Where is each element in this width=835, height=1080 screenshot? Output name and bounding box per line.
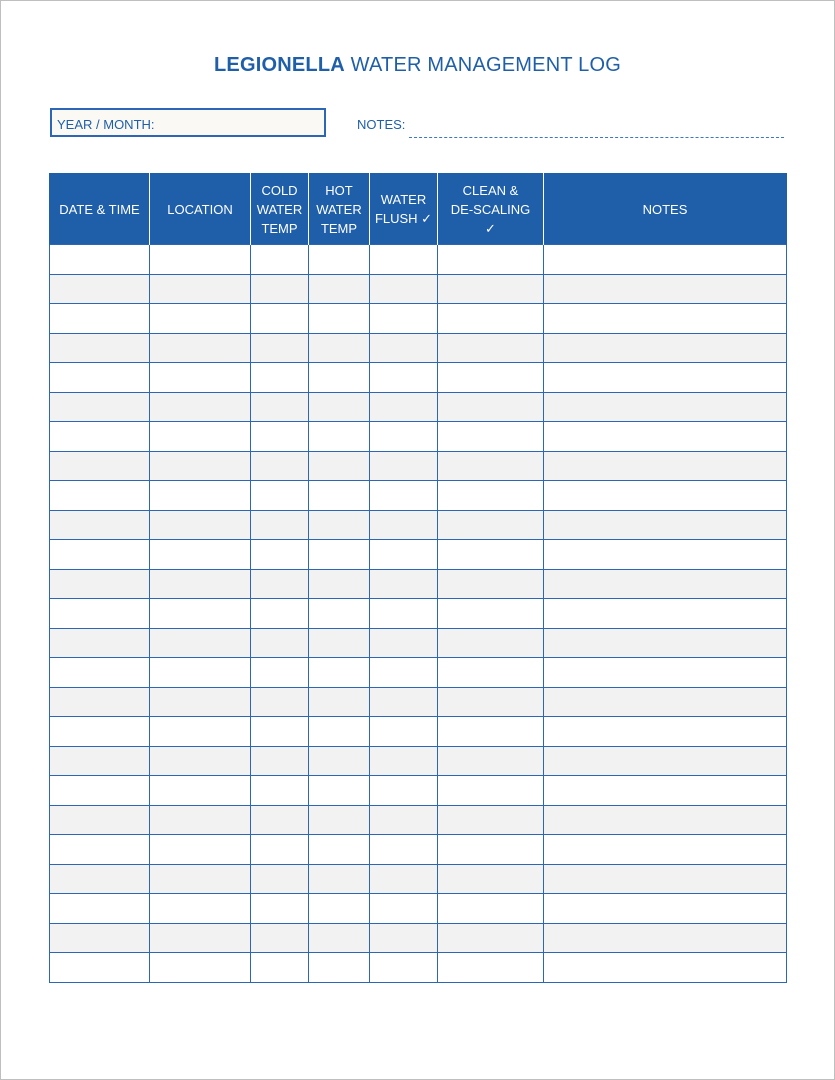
table-cell[interactable] <box>50 274 150 304</box>
table-cell[interactable] <box>544 540 787 570</box>
table-cell[interactable] <box>50 569 150 599</box>
table-cell[interactable] <box>150 628 251 658</box>
table-cell[interactable] <box>370 510 438 540</box>
table-cell[interactable] <box>438 599 544 629</box>
table-row <box>50 864 787 894</box>
table-cell[interactable] <box>251 540 309 570</box>
table-row <box>50 599 787 629</box>
table-body <box>50 245 787 983</box>
table-row <box>50 894 787 924</box>
table-cell[interactable] <box>309 805 370 835</box>
table-cell[interactable] <box>544 510 787 540</box>
table-cell[interactable] <box>370 363 438 393</box>
table-cell[interactable] <box>309 628 370 658</box>
table-cell[interactable] <box>251 805 309 835</box>
table-cell[interactable] <box>438 953 544 983</box>
table-cell[interactable] <box>438 658 544 688</box>
table-row <box>50 628 787 658</box>
column-header <box>150 174 251 245</box>
table-cell[interactable] <box>309 304 370 334</box>
table-cell[interactable] <box>251 628 309 658</box>
table-cell[interactable] <box>438 628 544 658</box>
table-cell[interactable] <box>438 864 544 894</box>
table-cell[interactable] <box>150 864 251 894</box>
table-cell[interactable] <box>370 451 438 481</box>
table-cell[interactable] <box>370 864 438 894</box>
table-row <box>50 805 787 835</box>
table-cell[interactable] <box>370 481 438 511</box>
table-row <box>50 746 787 776</box>
table-cell[interactable] <box>544 864 787 894</box>
table-cell[interactable] <box>50 746 150 776</box>
table-cell[interactable] <box>150 245 251 275</box>
table-cell[interactable] <box>544 894 787 924</box>
table-cell[interactable] <box>544 451 787 481</box>
table-cell[interactable] <box>544 274 787 304</box>
column-header-line: HOT <box>325 182 353 198</box>
table-cell[interactable] <box>370 333 438 363</box>
table-cell[interactable] <box>251 776 309 806</box>
table-cell[interactable] <box>438 687 544 717</box>
table-cell[interactable] <box>251 274 309 304</box>
column-header-line: DATE & TIME <box>59 201 140 217</box>
table-cell[interactable] <box>150 894 251 924</box>
table-cell[interactable] <box>251 451 309 481</box>
table-cell[interactable] <box>50 864 150 894</box>
table-row <box>50 953 787 983</box>
table-cell[interactable] <box>251 835 309 865</box>
table-cell[interactable] <box>150 422 251 452</box>
table-cell[interactable] <box>544 923 787 953</box>
table-cell[interactable] <box>150 510 251 540</box>
page-title <box>0 54 835 77</box>
title-rest: WATER MANAGEMENT LOG <box>344 54 621 76</box>
column-header <box>50 174 150 245</box>
table-cell[interactable] <box>150 599 251 629</box>
year-month-label: YEAR / MONTH: <box>57 117 155 132</box>
table-cell[interactable] <box>544 304 787 334</box>
table-cell[interactable] <box>309 540 370 570</box>
table-cell[interactable] <box>150 776 251 806</box>
table-cell[interactable] <box>370 746 438 776</box>
table-row <box>50 923 787 953</box>
table-cell[interactable] <box>251 599 309 629</box>
table-row <box>50 274 787 304</box>
table-cell[interactable] <box>370 805 438 835</box>
column-header-line: DE-SCALING <box>450 201 531 217</box>
table-cell[interactable] <box>544 805 787 835</box>
table-cell[interactable] <box>50 658 150 688</box>
table-row <box>50 687 787 717</box>
table-cell[interactable] <box>544 599 787 629</box>
table-cell[interactable] <box>438 422 544 452</box>
table-cell[interactable] <box>309 746 370 776</box>
table-cell[interactable] <box>438 392 544 422</box>
table-cell[interactable] <box>544 628 787 658</box>
table-cell[interactable] <box>309 599 370 629</box>
table-cell[interactable] <box>251 510 309 540</box>
table-cell[interactable] <box>309 451 370 481</box>
table-cell[interactable] <box>438 245 544 275</box>
table-cell[interactable] <box>438 746 544 776</box>
table-cell[interactable] <box>50 923 150 953</box>
table-cell[interactable] <box>370 658 438 688</box>
table-cell[interactable] <box>50 805 150 835</box>
year-month-field[interactable] <box>50 108 326 137</box>
table-cell[interactable] <box>251 923 309 953</box>
table-cell[interactable] <box>251 363 309 393</box>
table-cell[interactable] <box>251 481 309 511</box>
table-row <box>50 540 787 570</box>
table-row <box>50 363 787 393</box>
table-cell[interactable] <box>370 245 438 275</box>
table-cell[interactable] <box>544 658 787 688</box>
table-cell[interactable] <box>544 569 787 599</box>
table-cell[interactable] <box>150 274 251 304</box>
column-header-line: WATER <box>380 192 427 207</box>
table-cell[interactable] <box>150 953 251 983</box>
table-cell[interactable] <box>544 835 787 865</box>
table-row <box>50 569 787 599</box>
table-cell[interactable] <box>50 687 150 717</box>
table-cell[interactable] <box>309 333 370 363</box>
table-cell[interactable] <box>150 687 251 717</box>
title-bold: LEGIONELLA <box>214 54 345 76</box>
table-cell[interactable] <box>150 805 251 835</box>
table-cell[interactable] <box>544 422 787 452</box>
table-cell[interactable] <box>50 333 150 363</box>
table-cell[interactable] <box>370 628 438 658</box>
table-cell[interactable] <box>50 540 150 570</box>
table-cell[interactable] <box>251 569 309 599</box>
table-cell[interactable] <box>544 746 787 776</box>
column-header-line: WATER <box>256 201 303 217</box>
table-cell[interactable] <box>370 953 438 983</box>
column-header-line: COLD <box>261 182 298 198</box>
table-cell[interactable] <box>438 481 544 511</box>
table-cell[interactable] <box>251 953 309 983</box>
table-cell[interactable] <box>309 894 370 924</box>
table-cell[interactable] <box>438 363 544 393</box>
table-cell[interactable] <box>370 569 438 599</box>
table-cell[interactable] <box>50 392 150 422</box>
table-cell[interactable] <box>309 835 370 865</box>
table-cell[interactable] <box>370 776 438 806</box>
table-cell[interactable] <box>150 363 251 393</box>
table-cell[interactable] <box>150 835 251 865</box>
table-cell[interactable] <box>370 599 438 629</box>
notes-label: NOTES: <box>357 117 406 132</box>
table-row <box>50 658 787 688</box>
table-cell[interactable] <box>50 245 150 275</box>
table-cell[interactable] <box>50 422 150 452</box>
table-cell[interactable] <box>50 894 150 924</box>
table-cell[interactable] <box>438 451 544 481</box>
table-row <box>50 510 787 540</box>
table-cell[interactable] <box>309 481 370 511</box>
table-cell[interactable] <box>309 717 370 747</box>
table-cell[interactable] <box>370 894 438 924</box>
table-cell[interactable] <box>309 658 370 688</box>
column-header <box>544 174 787 245</box>
table-cell[interactable] <box>50 717 150 747</box>
table-cell[interactable] <box>438 805 544 835</box>
table-cell[interactable] <box>50 776 150 806</box>
table-header-row <box>50 174 787 245</box>
table-cell[interactable] <box>438 894 544 924</box>
table-cell[interactable] <box>251 245 309 275</box>
table-row <box>50 481 787 511</box>
table-cell[interactable] <box>370 304 438 334</box>
table-cell[interactable] <box>370 717 438 747</box>
table-cell[interactable] <box>251 658 309 688</box>
table-cell[interactable] <box>50 510 150 540</box>
table-cell[interactable] <box>251 392 309 422</box>
table-cell[interactable] <box>544 245 787 275</box>
table-cell[interactable] <box>309 864 370 894</box>
table-cell[interactable] <box>438 274 544 304</box>
table-cell[interactable] <box>50 481 150 511</box>
table-cell[interactable] <box>544 392 787 422</box>
table-cell[interactable] <box>150 481 251 511</box>
table-cell[interactable] <box>438 776 544 806</box>
table-cell[interactable] <box>370 392 438 422</box>
column-header-line: TEMP <box>320 220 358 236</box>
table-cell[interactable] <box>544 776 787 806</box>
table-row <box>50 245 787 275</box>
table-cell[interactable] <box>50 953 150 983</box>
table-cell[interactable] <box>309 687 370 717</box>
table-cell[interactable] <box>251 717 309 747</box>
table-cell[interactable] <box>150 658 251 688</box>
table-row <box>50 717 787 747</box>
table-cell[interactable] <box>309 923 370 953</box>
table-cell[interactable] <box>150 304 251 334</box>
notes-line-field[interactable] <box>409 137 784 138</box>
table-cell[interactable] <box>50 835 150 865</box>
table-row <box>50 333 787 363</box>
table-cell[interactable] <box>150 746 251 776</box>
table-cell[interactable] <box>544 363 787 393</box>
table-row <box>50 451 787 481</box>
table-cell[interactable] <box>370 540 438 570</box>
table-row <box>50 304 787 334</box>
column-header-line: LOCATION <box>167 201 233 217</box>
table-cell[interactable] <box>544 717 787 747</box>
table-row <box>50 392 787 422</box>
table-cell[interactable] <box>251 894 309 924</box>
table-cell[interactable] <box>50 628 150 658</box>
table-cell[interactable] <box>309 953 370 983</box>
table-row <box>50 422 787 452</box>
table-cell[interactable] <box>438 835 544 865</box>
table-cell[interactable] <box>251 333 309 363</box>
table-cell[interactable] <box>251 422 309 452</box>
table-cell[interactable] <box>150 717 251 747</box>
table-cell[interactable] <box>309 363 370 393</box>
table-cell[interactable] <box>544 687 787 717</box>
table-cell[interactable] <box>438 304 544 334</box>
table-cell[interactable] <box>150 451 251 481</box>
table-cell[interactable] <box>438 510 544 540</box>
table-cell[interactable] <box>438 717 544 747</box>
table-cell[interactable] <box>438 923 544 953</box>
column-header-line: NOTES <box>642 201 688 217</box>
table-cell[interactable] <box>150 540 251 570</box>
table-cell[interactable] <box>150 569 251 599</box>
table-cell[interactable] <box>50 363 150 393</box>
table-cell[interactable] <box>370 923 438 953</box>
table-cell[interactable] <box>544 481 787 511</box>
table-cell[interactable] <box>309 569 370 599</box>
table-cell[interactable] <box>370 274 438 304</box>
table-cell[interactable] <box>370 835 438 865</box>
table-cell[interactable] <box>309 422 370 452</box>
table-cell[interactable] <box>251 304 309 334</box>
column-header-line: FLUSH ✓ <box>374 211 433 226</box>
table-row <box>50 835 787 865</box>
column-header-line: CLEAN & <box>462 182 519 198</box>
table-cell[interactable] <box>370 687 438 717</box>
table-cell[interactable] <box>309 245 370 275</box>
table-cell[interactable] <box>544 953 787 983</box>
table-row <box>50 776 787 806</box>
table-cell[interactable] <box>50 599 150 629</box>
column-header-line: ✓ <box>485 220 496 236</box>
table-cell[interactable] <box>50 451 150 481</box>
table-cell[interactable] <box>309 274 370 304</box>
table-cell[interactable] <box>50 304 150 334</box>
table-cell[interactable] <box>251 746 309 776</box>
table-cell[interactable] <box>309 392 370 422</box>
table-cell[interactable] <box>309 776 370 806</box>
table-cell[interactable] <box>251 687 309 717</box>
table-cell[interactable] <box>150 392 251 422</box>
column-header-line: WATER <box>316 201 362 217</box>
table-cell[interactable] <box>150 923 251 953</box>
table-cell[interactable] <box>309 510 370 540</box>
table-cell[interactable] <box>150 333 251 363</box>
column-header <box>309 174 370 245</box>
table-cell[interactable] <box>438 333 544 363</box>
column-header <box>370 174 438 245</box>
table-cell[interactable] <box>370 422 438 452</box>
column-header <box>251 174 309 245</box>
column-header <box>438 174 544 245</box>
log-table <box>49 173 787 983</box>
table-cell[interactable] <box>544 333 787 363</box>
table-cell[interactable] <box>438 569 544 599</box>
table-cell[interactable] <box>438 540 544 570</box>
table-cell[interactable] <box>251 864 309 894</box>
column-header-line: TEMP <box>261 220 298 236</box>
